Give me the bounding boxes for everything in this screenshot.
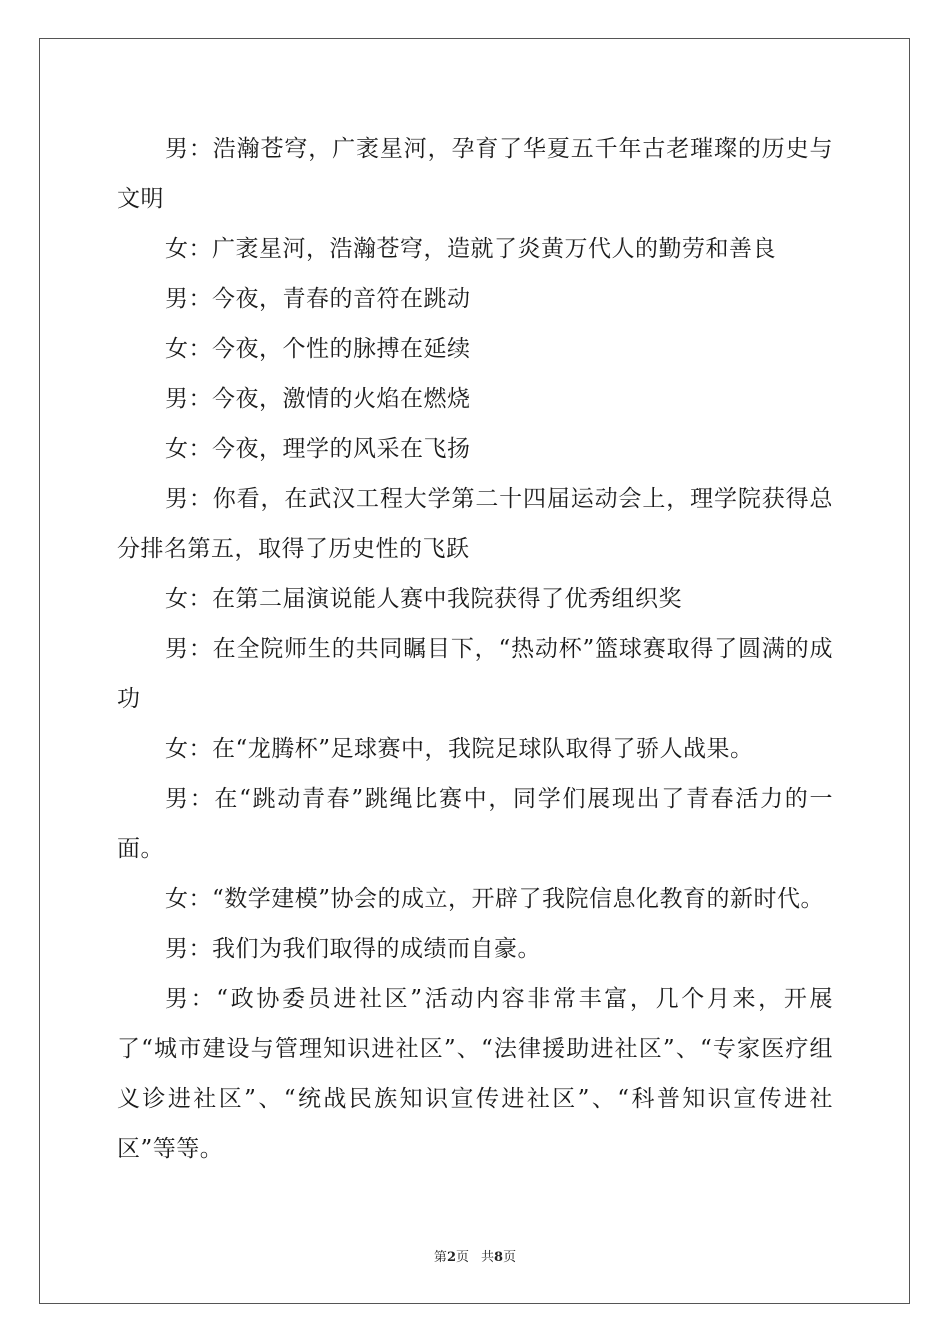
paragraph: 女：“数学建模”协会的成立，开辟了我院信息化教育的新时代。 xyxy=(165,886,825,912)
page-prefix: 第 xyxy=(433,1250,447,1265)
total-prefix: 共 xyxy=(481,1250,495,1265)
paragraph: 男：“政协委员进社区”活动内容非常丰富，几个月来，开展了“城市建设与管理知识进社区”、“法律援助进社区”、“专家医疗组义诊进社区”、“统战民族知识宣传进社区”、“科普知识宣传进社区”等等。 xyxy=(117,986,833,1162)
page-suffix: 页 xyxy=(455,1250,469,1265)
total-suffix: 页 xyxy=(503,1250,517,1265)
document-body xyxy=(117,124,833,1174)
paragraph: 女：今夜，个性的脉搏在延续 xyxy=(165,336,471,362)
paragraph: 男：在全院师生的共同瞩目下，“热动杯”篮球赛取得了圆满的成功 xyxy=(117,636,833,712)
paragraph: 女：在“龙腾杯”足球赛中，我院足球队取得了骄人战果。 xyxy=(165,736,754,762)
paragraph: 男：我们为我们取得的成绩而自豪。 xyxy=(165,936,541,962)
page-footer xyxy=(0,1246,950,1265)
paragraph: 男：你看，在武汉工程大学第二十四届运动会上，理学院获得总分排名第五，取得了历史性的飞跃 xyxy=(117,486,833,562)
page-number: 2 xyxy=(446,1250,456,1265)
total-pages: 8 xyxy=(494,1250,504,1265)
paragraph: 男：浩瀚苍穹，广袤星河，孕育了华夏五千年古老璀璨的历史与文明 xyxy=(117,136,833,212)
paragraph: 男：在“跳动青春”跳绳比赛中，同学们展现出了青春活力的一面。 xyxy=(117,786,833,862)
paragraph: 女：今夜，理学的风采在飞扬 xyxy=(165,436,471,462)
paragraph: 男：今夜，青春的音符在跳动 xyxy=(165,286,471,312)
paragraph: 男：今夜，激情的火焰在燃烧 xyxy=(165,386,471,412)
paragraph: 女：广袤星河，浩瀚苍穹，造就了炎黄万代人的勤劳和善良 xyxy=(165,236,776,262)
paragraph: 女：在第二届演说能人赛中我院获得了优秀组织奖 xyxy=(165,586,682,612)
